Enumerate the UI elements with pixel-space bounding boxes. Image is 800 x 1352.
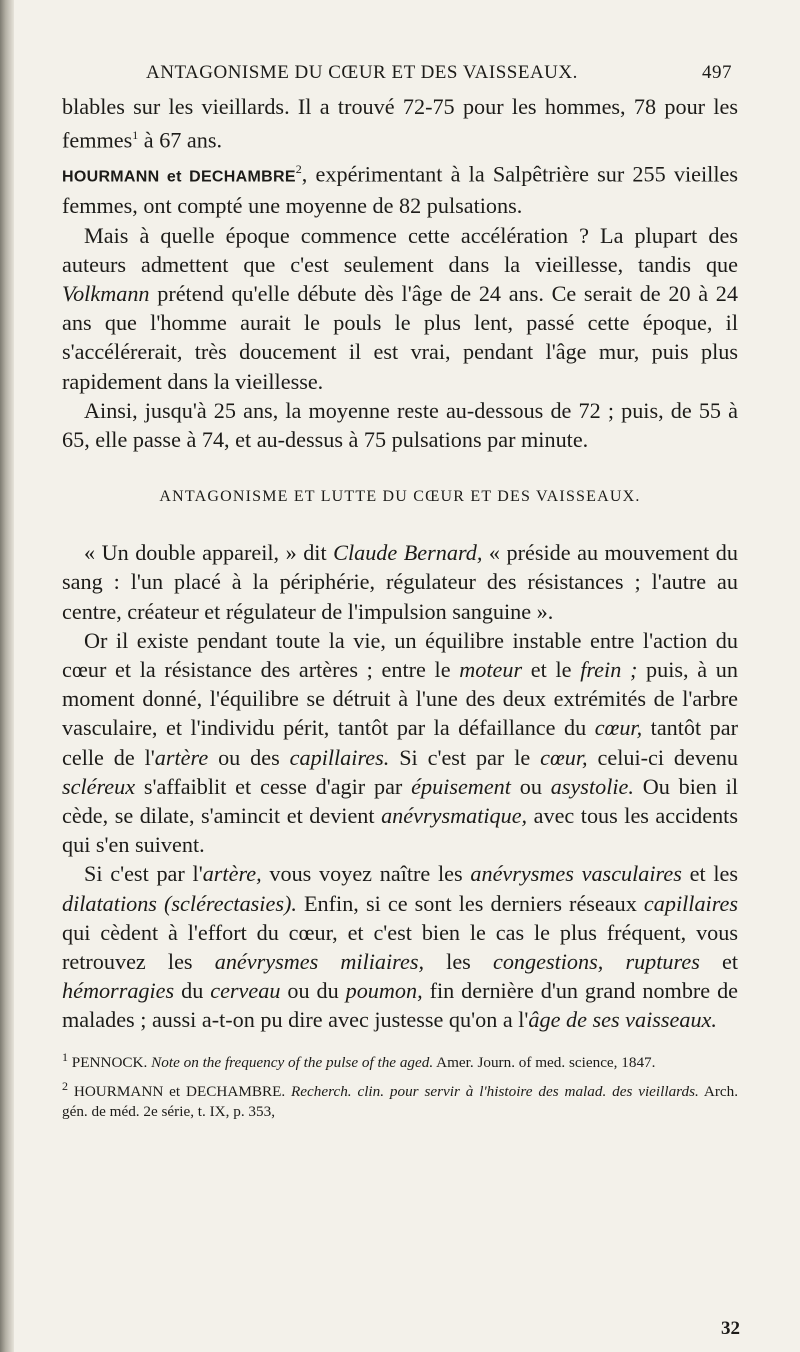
paragraph-3-a: Mais à quelle époque commence cette accélération ? La plupart des auteurs admettent que c'est seulement dans la vieillesse, tandis que (62, 222, 738, 277)
quote-a: « Un double appareil, » dit (84, 540, 334, 566)
paragraph-1 (62, 92, 738, 155)
r-g: celui-ci devenu (587, 744, 738, 770)
footnote-ref-1[interactable]: 1 (132, 128, 139, 143)
r-b: et le (522, 657, 581, 683)
paragraph-3-b: prétend qu'elle débute dès l'âge de 24 ans. Ce serait de 20 à 24 ans que l'homme aurait le pouls le plus lent, passé cette époque, il s'accélérerait, très doucement il est vrai, pendant l'âge mur, puis plus rapidement dans la vieillesse. (62, 281, 738, 394)
s-i4: capillaires (643, 890, 739, 916)
r-i4: artère (154, 744, 209, 770)
footnote-ref-2[interactable]: 2 (295, 161, 302, 176)
s-i1: artère, (202, 861, 262, 887)
r-i6: cœur, (540, 744, 588, 770)
r-i5: capillaires. (289, 744, 390, 770)
s-i3: dilatations (sclérectasies). (62, 890, 297, 916)
r-i9: asystolie. (550, 773, 634, 799)
running-head-title: ANTAGONISME DU CŒUR ET DES VAISSEAUX. (146, 62, 578, 83)
s-i2: anévrysmes vasculaires (470, 861, 682, 887)
signature-mark: 32 (721, 1318, 740, 1339)
paragraph-2 (62, 155, 738, 221)
s-i7: hémorragies (62, 978, 175, 1004)
s-a: Si c'est par l' (84, 861, 203, 887)
r-i8: épuisement (411, 773, 511, 799)
page-number: 497 (702, 62, 732, 83)
r-h: s'affaiblit et cesse d'agir par (135, 773, 412, 799)
footnote-2-title: Recherch. clin. pour servir à l'histoire des malad. des vieillards. (291, 1082, 699, 1100)
r-f: Si c'est par le (389, 744, 541, 770)
paragraph-4: Ainsi, jusqu'à 25 ans, la moyenne reste au-dessous de 72 ; puis, de 55 à 65, elle passe à 74, et au-dessus à 75 pulsations par minute. (62, 397, 738, 453)
r-j: ou (510, 773, 551, 799)
s-i: ou du (280, 978, 346, 1004)
footnote-1-title: Note on the frequency of the pulse of the aged. (151, 1053, 434, 1071)
s-d: Enfin, si ce sont les derniers réseaux (296, 890, 644, 916)
r-c: puis, à un moment donné, l'équilibre se détruit à l'une des deux extrémités de l'arbre vasculaire, et l'individu périt, tantôt par la défaillance du (62, 657, 738, 741)
footnote-2-rest: Arch. gén. de méd. 2e série, t. IX, p. 353, (62, 1082, 739, 1120)
r-i2: frein ; (580, 657, 638, 683)
footnote-1-rest: Amer. Journ. of med. science, 1847. (433, 1053, 656, 1071)
author-names: HOURMANN et DECHAMBRE (62, 168, 296, 186)
book-spine-shadow (0, 0, 14, 1352)
paragraph-1-end: à 67 ans. (138, 127, 223, 153)
paragraph-3-italic: Volkmann (62, 281, 150, 306)
r-i7: scléreux (62, 773, 136, 799)
s-h: du (174, 978, 211, 1004)
r-l: avec tous les accidents qui s'en suivent. (62, 803, 738, 858)
footnote-2 (62, 1076, 738, 1122)
s-i10: âge de ses vaisseaux. (528, 1007, 717, 1033)
s-g: et (699, 949, 738, 975)
r-d: tantôt par celle de l' (62, 715, 739, 770)
r-e: ou des (208, 744, 290, 770)
paragraph-quote (62, 538, 738, 626)
paragraph-1-text: blables sur les vieillards. Il a trouvé 72-75 pour les hommes, 78 pour les femmes (62, 94, 738, 153)
s-c: et les (681, 861, 738, 887)
s-b: vous voyez naître les (261, 861, 471, 887)
paragraph-equilibrium (62, 626, 738, 860)
r-k: Ou bien il cède, se dilate, s'amincit et devient (62, 773, 738, 829)
page (62, 58, 738, 1125)
r-i3: cœur, (594, 715, 643, 741)
quote-author: Claude Bernard, (333, 540, 483, 566)
paragraph-artery (62, 859, 738, 1034)
footnote-2-author: HOURMANN et DECHAMBRE. (73, 1082, 286, 1100)
s-e: qui cèdent à l'effort du cœur, et c'est bien le cas le plus fréquent, vous retrouvez les (62, 919, 738, 975)
footnotes (62, 1047, 738, 1122)
s-i8: cerveau (210, 978, 281, 1004)
footnote-1 (62, 1047, 738, 1073)
footnote-1-mark: 1 (62, 1049, 68, 1064)
r-a: Or il existe pendant toute la vie, un équilibre instable entre l'action du cœur et la résistance des artères ; entre le (62, 627, 738, 683)
footnote-1-author: PENNOCK. (71, 1053, 148, 1071)
s-i9: poumon, (345, 978, 423, 1004)
footnote-2-mark: 2 (62, 1078, 68, 1093)
running-head (62, 58, 738, 92)
quote-b: « préside au mouvement du sang : l'un placé à la périphérie, régulateur des résistances ; l'autre au centre, créateur et régulateur de l'impulsion sanguine ». (62, 540, 738, 624)
s-j: fin dernière d'un grand nombre de malades ; aussi a-t-on pu dire avec justesse qu'on a l' (62, 978, 739, 1033)
r-i10: anévrysmatique, (381, 803, 528, 829)
s-i5: anévrysmes miliaires, (214, 949, 425, 975)
paragraph-3 (62, 221, 738, 396)
paragraph-2-text: , expérimentant à la Salpêtrière sur 255 vieilles femmes, ont compté une moyenne de 82 pulsations. (62, 161, 738, 219)
s-f: les (424, 949, 493, 975)
r-i1: moteur (459, 657, 523, 683)
section-heading: ANTAGONISME ET LUTTE DU CŒUR ET DES VAISSEAUX. (159, 488, 641, 506)
s-i6: congestions, ruptures (492, 949, 700, 975)
